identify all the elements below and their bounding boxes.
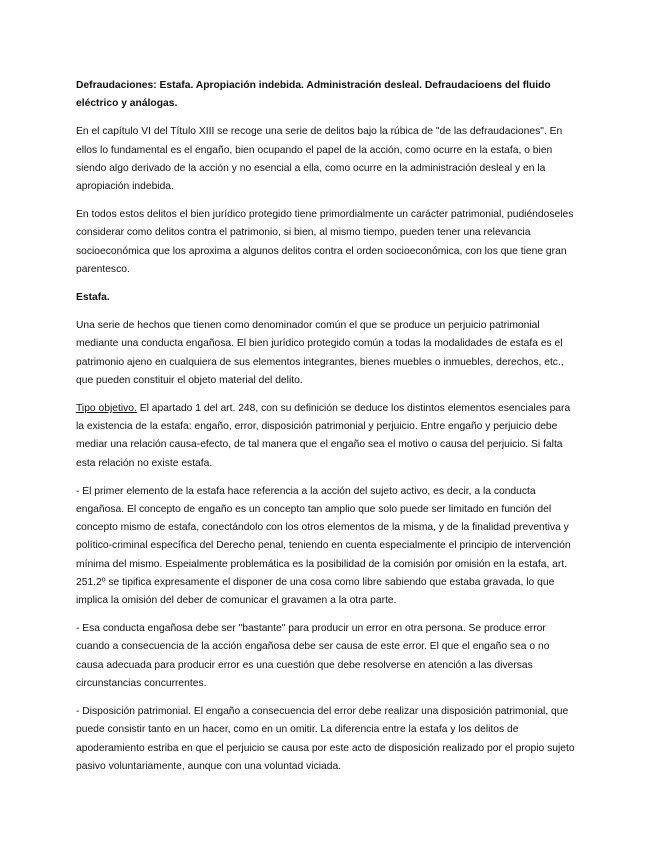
element-paragraph-disposicion: - Disposición patrimonial. El engaño a consecuencia del error debe realizar una disposición patrimonial, que puede consistir tanto en un hacer, como en un omitir. La diferencia entre la estafa y los delitos de apoderamiento estriba en que el perjuicio se causa por este acto de disposición realizado por el propio sujeto pasivo voluntariamente, aunque con una voluntad viciada. [76, 706, 575, 772]
document-title: Defraudaciones: Estafa. Apropiación indebida. Administración desleal. Defraudacioens del fluido eléctrico y análogas. [76, 80, 551, 110]
element-paragraph-error: - Esa conducta engañosa debe ser "bastante" para producir un error en otra persona. Se produce error cuando a consecuencia de la acción engañosa debe ser causa de este error. El que el engaño sea o no causa adecuada para producir error es una cuestión que debe resolverse en atención a las diversas circunstancias concurrentes. [76, 623, 550, 689]
intro-paragraph-1: En el capítulo VI del Título XIII se recoge una serie de delitos bajo la rúbica de "de las defraudaciones". En ellos lo fundamental es el engaño, bien ocupando el papel de la acción, como ocurre en la estafa, o bien siendo algo derivado de la acción y no esencial a ella, como ocurre en la administración desleal y en la apropiación indebida. [76, 126, 563, 193]
section-heading-estafa: Estafa. [76, 292, 110, 304]
element-paragraph-engano: - El primer elemento de la estafa hace referencia a la acción del sujeto activo, es decir, a la conducta engañosa. El concepto de engaño es un concepto tan amplio que solo puede ser limitado en función del concepto mismo de estafa, conectándolo con los otros elementos de la misma, y de la finalidad preventiva y político-criminal específica del Derecho penal, teniendo en cuenta especialmente el principio de intervención mínima del mismo. Espeialmente problemática es la posibilidad de la comisión por omisión en la estafa, art. 251.2º se tipifica expresamente el disponer de una cosa como libre sabiendo que estaba gravada, lo que implica la omisión del deber de comunicar el gravamen a la otra parte. [76, 485, 571, 607]
tipo-objetivo-text: El apartado 1 del art. 248, con su definición se deduce los distintos elementos esenciales para la existencia de la estafa: engaño, error, disposición patrimonial y perjuicio. Entre engaño y perjuicio debe mediar una relación causa-efecto, de tal manera que el engaño sea el motivo o causa del perjuicio. Si falta esta relación no existe estafa. [76, 403, 571, 469]
tipo-objetivo-label: Tipo objetivo. [76, 403, 137, 415]
estafa-paragraph: Una serie de hechos que tienen como denominador común el que se produce un perjuicio patrimonial mediante una conducta engañosa. El bien jurídico protegido común a todas la modalidades de estafa es el patrimonio ajeno en cualquiera de sus elementos integrantes, bienes muebles o inmuebles, derechos, etc., que pueden constituir el objeto material del delito. [76, 320, 564, 386]
intro-paragraph-2: En todos estos delitos el bien jurídico protegido tiene primordialmente un carácter patrimonial, pudiéndoseles considerar como delitos contra el patrimonio, si bien, al mismo tiempo, pueden tener una relevancia socioeconómica que los aproxima a algunos delitos contra el orden socioeconómica, con los que tiene gran parentesco. [76, 209, 574, 275]
tipo-objetivo-paragraph [76, 400, 578, 473]
document-page [76, 77, 578, 786]
